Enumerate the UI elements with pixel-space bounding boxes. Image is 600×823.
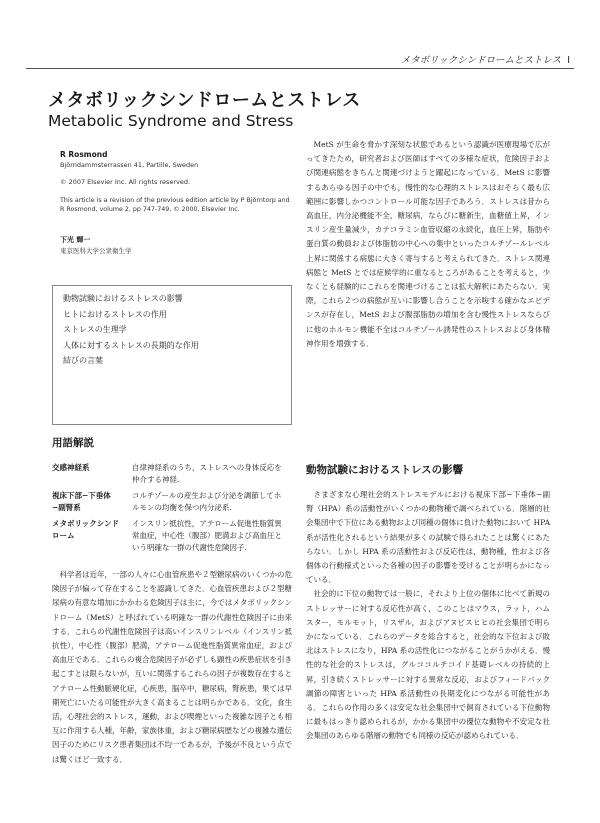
toc-item[interactable]: 結びの言葉 [63,356,103,365]
toc-item[interactable]: ヒトにおけるストレスの作用 [63,309,167,319]
toc-item[interactable]: 動物試験におけるストレスの影響 [63,294,183,303]
toc-item[interactable]: ストレスの生理学 [63,325,127,334]
glossary-definition: コルチゾールの産生および分泌を調節してホルモンの均衡を保つ内分泌系. [132,491,282,512]
section-heading: 動物試験におけるストレスの影響 [306,464,464,476]
translator-affiliation: 東京医科大学公衆衛生学 [60,247,132,255]
glossary-term: 交感神経系 [52,463,90,472]
article-title-ja: メタボリックシンドロームとストレス [48,90,361,111]
section-paragraph: さまざまな心理社会的ストレスモデルにおける視床下部−下垂体−副腎（HPA）系の活動性がいくつかの動物種で調べられている．階層的社会集団中で下位にある動物および同種の個体に負けた動物において HPA 系が活性化されるという結果が多くの試験で得られたことは驚くにあたらない．しかし HPA 系の活動性および反応性は，動物種，性および各個体の行動様式といった各種の因子の影響を受けることが明らかになっている． [306,490,550,585]
left-body-text [52,568,292,767]
revision-note: This article is a revision of the previous edition article by P Björntorp and R Rosmond, volume 2, pp 747-749, © 2000, Elsevier Inc. [60,197,290,213]
author-address: Björndammsterrassen 41, Partille, Sweden [60,161,199,169]
glossary-definition: インスリン抵抗性，アテローム促進性脂質異常血症，中心性（腹部）肥満および高血圧という明確な一群の代謝性危険因子. [132,519,282,552]
intro-paragraph: 科学者は近年，一部の人々に心血管疾患や２型糖尿病のいくつかの危険因子が偏って存在することを認識してきた．心血管疾患および２型糖尿病の有意な増加にかかわる危険因子は主に，今ではメタボリックシンドローム（MetS）と呼ばれている明確な一群の代謝性危険因子に由来する．これらの代謝性危険因子は高いインスリンレベル（インスリン抵抗性），中心性（腹部）肥満，アテローム促進性脂質異常血症，および高血圧である．これらの複合危険因子が必ずしも顕性の疾患症状を引き起こすとは限らないが，互いに関係するこれらの因子が複数存在するとアテローム性動脈硬化症，心疾患，脳卒中，糖尿病，腎疾患，果ては早期死亡にいたる可能性が大きく高まることは明らかである．文化，食生活，心理社会的ストレス，運動，および喫煙といった複雑な因子とも相互に作用する人種，年齢，家族体重，および糖尿病歴などの複雑な遺伝因子のためにリスク患者集団は不均一であるが，予後が不良という点では驚くほど一致する． [52,570,292,764]
article-title-en: Metabolic Syndrome and Stress [48,112,294,130]
translator-name: 下光 輝一 [60,236,91,244]
running-title: メタボリックシンドロームとストレス [400,55,562,66]
glossary-definition: 自律神経系のうち，ストレスへの身体反応を仲介する神経. [132,463,282,484]
right-body-text [306,138,550,351]
toc-item[interactable]: 人体に対するストレスの長期的な作用 [63,340,199,350]
section-paragraph: 社会的に下位の動物では一般に，それより上位の個体に比べて新規のストレッサーに対する反応性が高く，このことはマウス，ラット，ハムスター，モルモット，リスザル，およびアヌビスヒヒの社会集団で明らかになっている．これらのデータを総合すると，社会的な下位および敗北はストレスになり，HPA 系の活性化につながることがうかがえる．慢性的な社会的ストレスは，グルココルチコイド基礎レベルの持続的上昇，引き続くストレッサーに対する異常な反応，およびフィードバック調節の障害といった HPA 系活動性の長期変化につながる可能性がある．これらの作用の多くは安定な社会集団中で飼育されている下位動物に最もはっきり認められるが，かかる集団中の優位な動物や不安定な社会集団のあらゆる階層の動物でも同様の反応が認められている． [306,589,550,741]
intro-continued-paragraph: MetS が生命を脅かす深刻な状態であるという認識が医療現場で広がってきたため，研究者および医師はすべての多様な症状，危険因子および関連病態をきちんと関連づけようと躍起になっている．MetS に影響するあらゆる因子の中でも，慢性的な心理的ストレスはおそらく最も広範囲に影響しかつコントロール可能な因子であろう．ストレスは昔から高血圧，内分泌機能不全，糖尿病，ならびに糖新生，血糖値上昇，インスリン産生量減少，カテコラミン血管収縮の永続化，血圧上昇，脂肪や蛋白質の動員および体脂肪の中心への集中といったコルチゾールレベル上昇に関係する病態に大きく寄与すると考えられてきた．ストレス関連病態と MetS とでは症候学的に重なるところがあることを考えると，少なくとも経験的にこれらを関連づけることは拡大解釈にあたらない．実際，これら２つの病態が互いに影響し合うことを示唆する確かなエビデンスが存在し，MetS および腹部脂肪の増加を含む慢性ストレスならびに他のホルモン機能不全はコルチゾール誘発性のストレスおよび身体精神作用を増強する． [306,140,550,348]
glossary-title: 用語解説 [52,437,94,449]
author-name: R Rosmond [60,150,108,159]
copyright-notice: © 2007 Elsevier Inc. All rights reserved. [60,178,191,186]
page-marker: I [567,55,570,66]
header-rule [26,68,574,69]
running-header [401,52,570,66]
section-body-text [306,488,550,744]
table-of-contents [52,285,292,425]
glossary-term: メタボリックシンドローム [52,519,120,540]
glossary-term: 視床下部−下垂体−副腎系 [52,491,111,512]
